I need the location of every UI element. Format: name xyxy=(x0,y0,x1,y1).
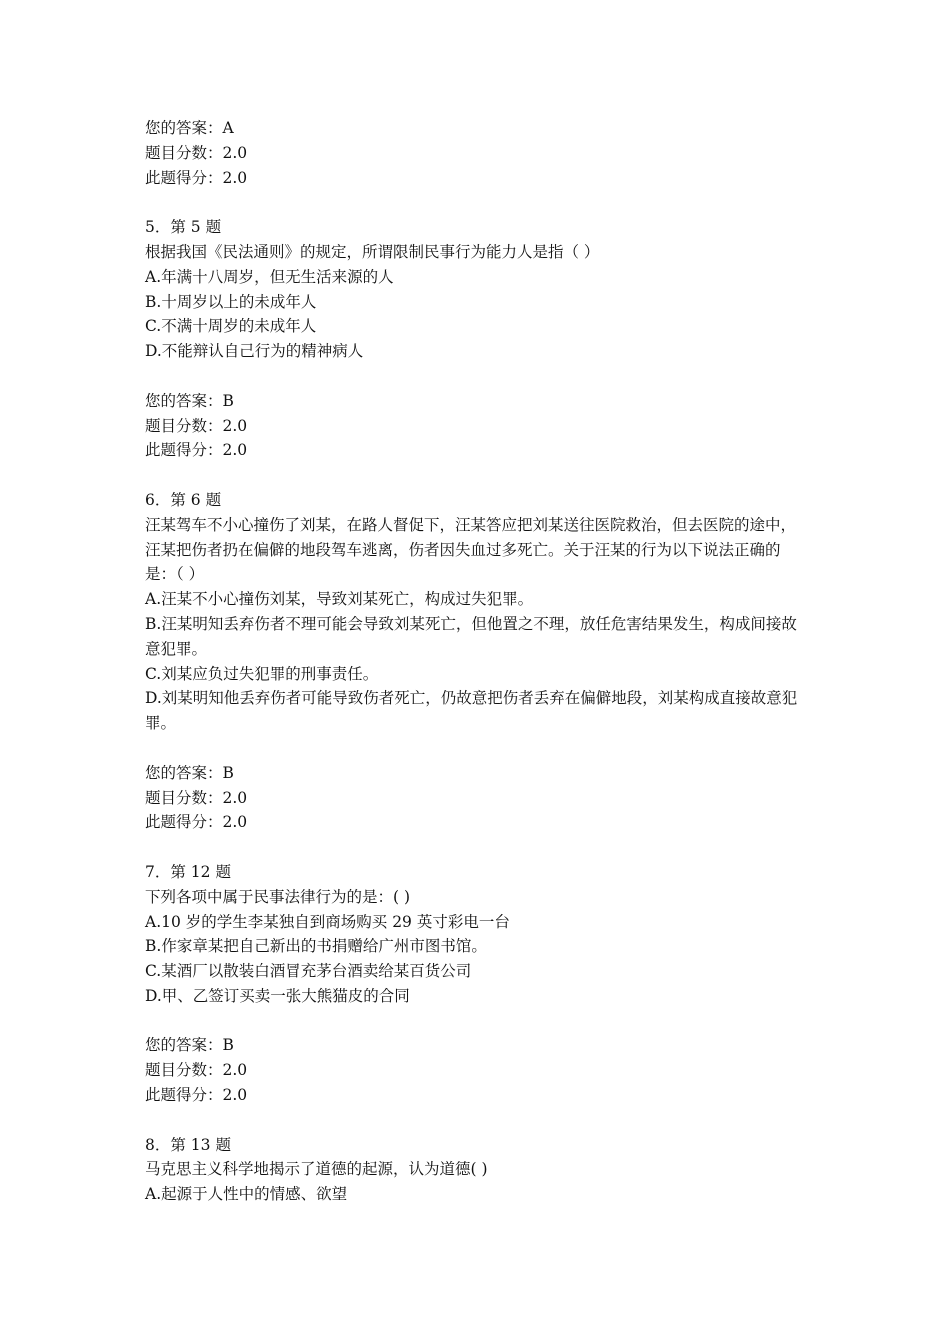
question-score: 题目分数：2.0 xyxy=(145,416,248,435)
question-heading: 6．第 6 题 xyxy=(145,490,222,509)
question-stem: 下列各项中属于民事法律行为的是：( ) xyxy=(145,887,411,906)
question-heading: 8．第 13 题 xyxy=(145,1135,231,1154)
earned-score: 此题得分：2.0 xyxy=(145,1086,248,1105)
option-a: A.起源于人性中的情感、欲望 xyxy=(145,1185,348,1204)
question-5 xyxy=(145,215,810,463)
your-answer: 您的答案：A xyxy=(145,119,234,137)
option-c: C.不满十周岁的未成年人 xyxy=(145,317,317,336)
option-d: D.刘某明知他丢弃伤者可能导致伤者死亡，仍故意把伤者丢弃在偏僻地段，刘某构成直接故意犯罪。 xyxy=(145,689,798,733)
question-stem: 根据我国《民法通则》的规定，所谓限制民事行为能力人是指（ ） xyxy=(145,242,600,261)
option-b: B.汪某明知丢弃伤者不理可能会导致刘某死亡，但他置之不理，放任危害结果发生，构成间接故意犯罪。 xyxy=(145,614,797,658)
question-heading: 7．第 12 题 xyxy=(145,862,231,881)
question-score: 题目分数：2.0 xyxy=(145,1061,248,1080)
your-answer: 您的答案：B xyxy=(145,763,234,782)
question-stem: 马克思主义科学地揭示了道德的起源，认为道德( ) xyxy=(145,1160,488,1179)
question-score: 题目分数：2.0 xyxy=(145,788,248,807)
document-page xyxy=(145,116,810,1207)
option-d: D.不能辩认自己行为的精神病人 xyxy=(145,342,364,361)
question-stem: 汪某驾车不小心撞伤了刘某，在路人督促下，汪某答应把刘某送往医院救治，但去医院的途中，汪某把伤者扔在偏僻的地段驾车逃离，伤者因失血过多死亡。关于汪某的行为以下说法正确的是：（ ） xyxy=(145,515,797,584)
option-c: C.某酒厂以散装白酒冒充茅台酒卖给某百货公司 xyxy=(145,962,472,981)
question-8 xyxy=(145,1133,810,1207)
question-6 xyxy=(145,488,810,835)
option-d: D.甲、乙签订买卖一张大熊猫皮的合同 xyxy=(145,986,410,1005)
question-heading: 5．第 5 题 xyxy=(145,218,222,237)
option-a: A.10 岁的学生李某独自到商场购买 29 英寸彩电一台 xyxy=(145,912,510,931)
option-c: C.刘某应负过失犯罪的刑事责任。 xyxy=(145,664,379,683)
option-b: B.十周岁以上的未成年人 xyxy=(145,292,317,311)
earned-score: 此题得分：2.0 xyxy=(145,813,248,832)
option-b: B.作家章某把自己新出的书捐赠给广州市图书馆。 xyxy=(145,937,487,956)
option-a: A.汪某不小心撞伤刘某，导致刘某死亡，构成过失犯罪。 xyxy=(145,590,534,609)
earned-score: 此题得分：2.0 xyxy=(145,168,248,187)
your-answer: 您的答案：B xyxy=(145,1036,234,1055)
option-a: A.年满十八周岁，但无生活来源的人 xyxy=(145,267,394,286)
question-7 xyxy=(145,860,810,1108)
answer-block-q4 xyxy=(145,116,810,190)
earned-score: 此题得分：2.0 xyxy=(145,441,248,460)
question-score: 题目分数：2.0 xyxy=(145,143,248,162)
your-answer: 您的答案：B xyxy=(145,391,234,410)
